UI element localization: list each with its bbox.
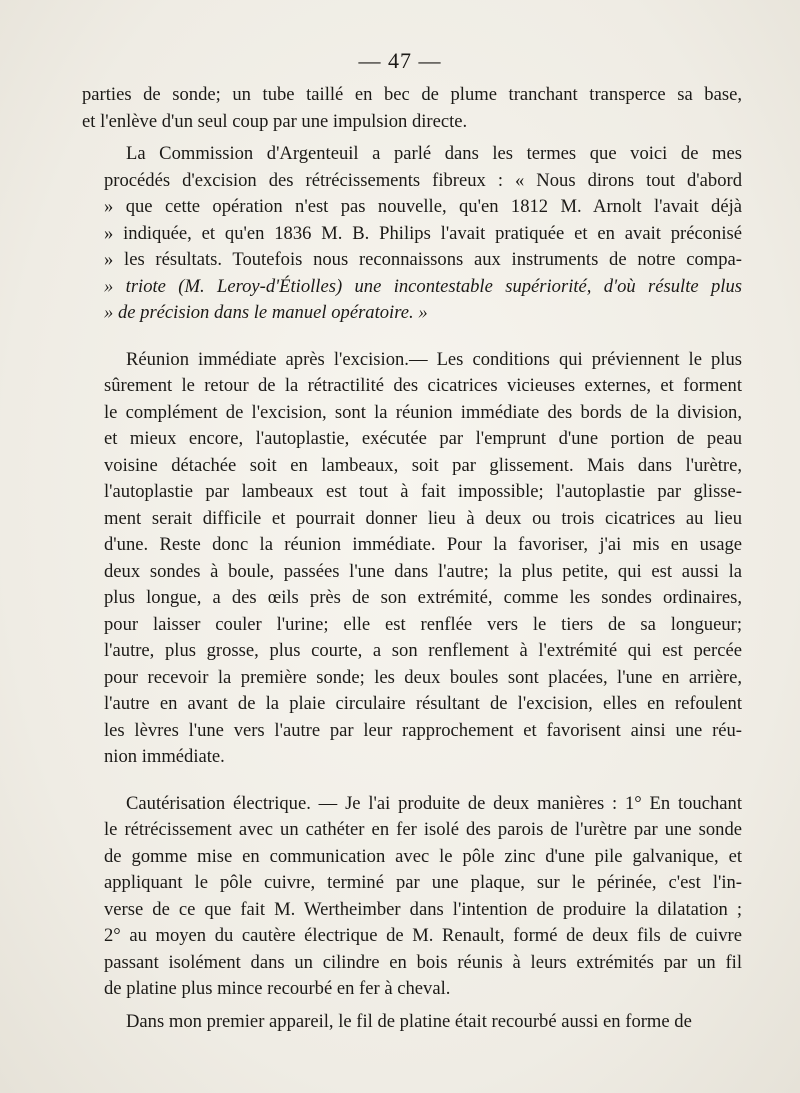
text-line: Cautérisation électrique. — Je l'ai produite de deux manières : 1° En touchant bbox=[126, 792, 742, 814]
text-line: le rétrécissement avec un cathéter en fer isolé des parois de l'urètre par une sonde bbox=[104, 819, 742, 840]
text-line: » de précision dans le manuel opératoire. » bbox=[104, 302, 428, 323]
text-line: pour recevoir la première sonde; les deux boules sont placées, l'une en arrière, bbox=[104, 666, 742, 688]
page-number: — 47 — bbox=[358, 48, 442, 73]
text-line: et mieux encore, l'autoplastie, exécutée par l'emprunt d'une portion de peau bbox=[104, 428, 742, 449]
text-line: Dans mon premier appareil, le fil de platine était recourbé aussi en forme de bbox=[126, 1010, 692, 1032]
text-line: ment serait difficile et pourrait donner lieu à deux ou trois cicatrices au lieu bbox=[104, 507, 742, 529]
text-line: l'autoplastie par lambeaux est tout à fait impossible; l'autoplastie par glisse- bbox=[104, 481, 742, 502]
text-line: » indiquée, et qu'en 1836 M. B. Philips l'avait pratiquée et en avait préconisé bbox=[104, 222, 742, 244]
text-line: et l'enlève d'un seul coup par une impulsion directe. bbox=[82, 110, 468, 132]
text-line: Réunion immédiate après l'excision.— Les conditions qui préviennent le plus bbox=[126, 348, 742, 370]
text-line: » triote (M. Leroy-d'Étiolles) une incontestable supériorité, d'où résulte plus bbox=[104, 275, 742, 297]
text-line: verse de ce que fait M. Wertheimber dans l'intention de produire la dilatation ; bbox=[104, 898, 742, 920]
paragraph-1 bbox=[82, 82, 742, 135]
text-line: 2° au moyen du cautère électrique de M. Renault, formé de deux fils de cuivre bbox=[104, 925, 742, 946]
paragraph-5 bbox=[82, 1009, 742, 1036]
text-line: les lèvres l'une vers l'autre par leur rapprochement et favorisent ainsi une réu- bbox=[104, 719, 742, 741]
paragraph-2 bbox=[82, 141, 742, 327]
paragraph-4 bbox=[82, 791, 742, 1003]
text-line: parties de sonde; un tube taillé en bec de plume tranchant transperce sa base, bbox=[82, 84, 742, 105]
text-line: appliquant le pôle cuivre, terminé par une plaque, sur le périnée, c'est l'in- bbox=[104, 872, 742, 893]
text-line: passant isolément dans un cilindre en bois réunis à leurs extrémités par un fil bbox=[104, 951, 742, 973]
text-line: pour laisser couler l'urine; elle est renflée vers le tiers de sa longueur; bbox=[104, 613, 742, 635]
text-line: l'autre, plus grosse, plus courte, a son renflement à l'extrémité qui est percée bbox=[104, 640, 742, 661]
text-line: plus longue, a des œils près de son extrémité, comme les sondes ordinaires, bbox=[104, 587, 742, 608]
text-line: l'autre en avant de la plaie circulaire résultant de l'excision, elles en refoulent bbox=[104, 693, 742, 714]
text-line: La Commission d'Argenteuil a parlé dans les termes que voici de mes bbox=[126, 143, 742, 164]
paragraph-3 bbox=[82, 347, 742, 771]
body-text bbox=[82, 82, 742, 1041]
text-line: » que cette opération n'est pas nouvelle, qu'en 1812 M. Arnolt l'avait déjà bbox=[104, 196, 742, 217]
text-line: nion immédiate. bbox=[104, 746, 225, 767]
text-line: procédés d'excision des rétrécissements fibreux : « Nous dirons tout d'abord bbox=[104, 169, 742, 191]
text-line: d'une. Reste donc la réunion immédiate. Pour la favoriser, j'ai mis en usage bbox=[104, 534, 742, 555]
text-line: deux sondes à boule, passées l'une dans l'autre; la plus petite, qui est aussi la bbox=[104, 560, 742, 582]
text-line: voisine détachée soit en lambeaux, soit par glissement. Mais dans l'urètre, bbox=[104, 454, 742, 476]
text-line: de platine plus mince recourbé en fer à cheval. bbox=[104, 978, 451, 999]
text-line: » les résultats. Toutefois nous reconnaissons aux instruments de notre compa- bbox=[104, 249, 742, 270]
text-line: de gomme mise en communication avec le pôle zinc d'une pile galvanique, et bbox=[104, 845, 742, 867]
text-line: le complément de l'excision, sont la réunion immédiate des bords de la division, bbox=[104, 401, 742, 423]
text-line: sûrement le retour de la rétractilité des cicatrices vicieuses externes, et forment bbox=[104, 375, 742, 396]
